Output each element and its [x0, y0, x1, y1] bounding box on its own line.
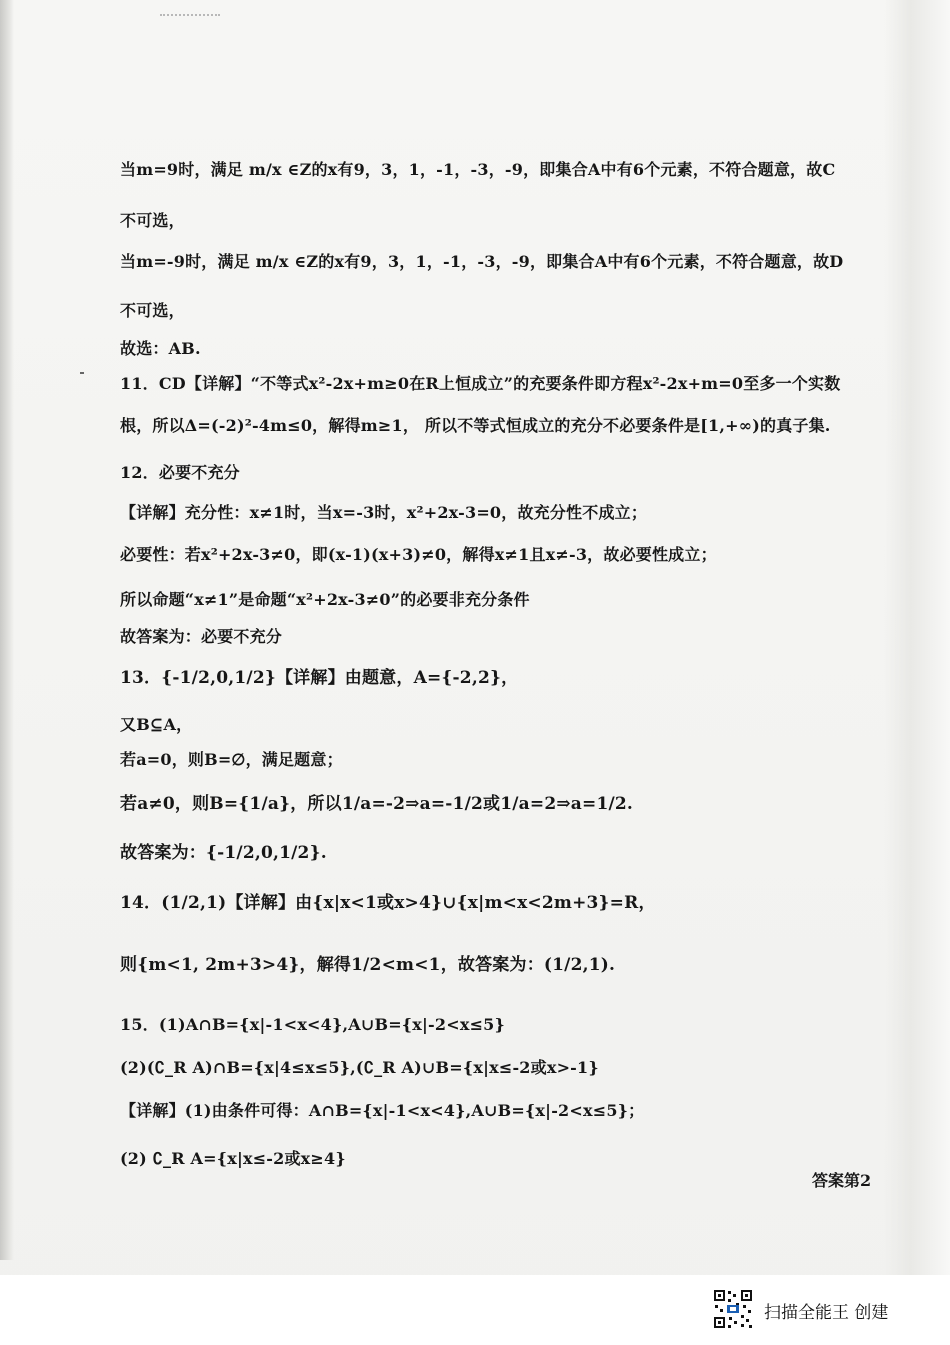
text-line: 又B⊆A，	[120, 715, 193, 734]
text-line: 11．CD【详解】“不等式x²-2x+m≥0在R上恒成立”的充要条件即方程x²-2x+m=0至多一个实数	[120, 374, 841, 393]
scanner-watermark	[712, 1288, 942, 1330]
watermark-text: 扫描全能王 创建	[764, 1303, 889, 1323]
text-line: 所以命题“x≠1”是命题“x²+2x-3≠0”的必要非充分条件	[120, 590, 530, 609]
page-label: 答案第2	[812, 1171, 872, 1190]
text-line: 若a≠0，则B={1/a}，所以1/a=-2⇒a=-1/2或1/a=2⇒a=1/2.	[120, 794, 634, 814]
text-line: 14．(1/2,1)【详解】由{x|x<1或x>4}∪{x|m<x<2m+3}=R，	[120, 893, 656, 913]
text-line: 根，所以Δ=(-2)²-4m≤0，解得m≥1， 所以不等式恒成立的充分不必要条件是[1,+∞)的真子集.	[120, 416, 831, 435]
page-edge-shadow-right	[884, 0, 950, 1290]
text-line: 13．{-1/2,0,1/2}【详解】由题意，A={-2,2}，	[120, 668, 519, 688]
text-line: 当m=-9时，满足 m/x ∈Z的x有9，3，1，-1，-3，-9，即集合A中有6个元素，不符合题意，故D	[120, 252, 844, 271]
text-line: 必要性：若x²+2x-3≠0，即(x-1)(x+3)≠0，解得x≠1且x≠-3，故必要性成立；	[120, 545, 717, 564]
text-line: 不可选，	[120, 301, 185, 320]
text-line: 故答案为：必要不充分	[120, 627, 283, 646]
text-line: (2) ∁_R A={x|x≤-2或x≥4}	[120, 1149, 346, 1168]
text-line: 【详解】充分性：x≠1时，当x=-3时，x²+2x-3=0，故充分性不成立；	[120, 503, 648, 522]
top-dotted-mark	[160, 14, 220, 18]
page-edge-shadow-left	[0, 0, 14, 1260]
text-line: 则{m<1, 2m+3>4}，解得1/2<m<1，故答案为：(1/2,1).	[120, 955, 616, 975]
qr-code-icon	[712, 1288, 754, 1330]
text-line: 【详解】(1)由条件可得：A∩B={x|-1<x<4},A∪B={x|-2<x≤5}；	[120, 1101, 645, 1120]
margin-mark	[80, 372, 84, 374]
text-line: 故答案为：{-1/2,0,1/2}.	[120, 843, 327, 863]
text-line: 不可选，	[120, 211, 185, 230]
text-line: 故选：AB.	[120, 339, 201, 358]
text-line: 15．(1)A∩B={x|-1<x<4},A∪B={x|-2<x≤5}	[120, 1015, 505, 1034]
text-line: 若a=0，则B=∅，满足题意；	[120, 750, 343, 769]
text-line: 12．必要不充分	[120, 463, 240, 482]
text-line: (2)(∁_R A)∩B={x|4≤x≤5},(∁_R A)∪B={x|x≤-2或x>-1}	[120, 1058, 599, 1077]
text-line: 当m=9时，满足 m/x ∈Z的x有9，3，1，-1，-3，-9，即集合A中有6个元素，不符合题意，故C	[120, 160, 836, 179]
